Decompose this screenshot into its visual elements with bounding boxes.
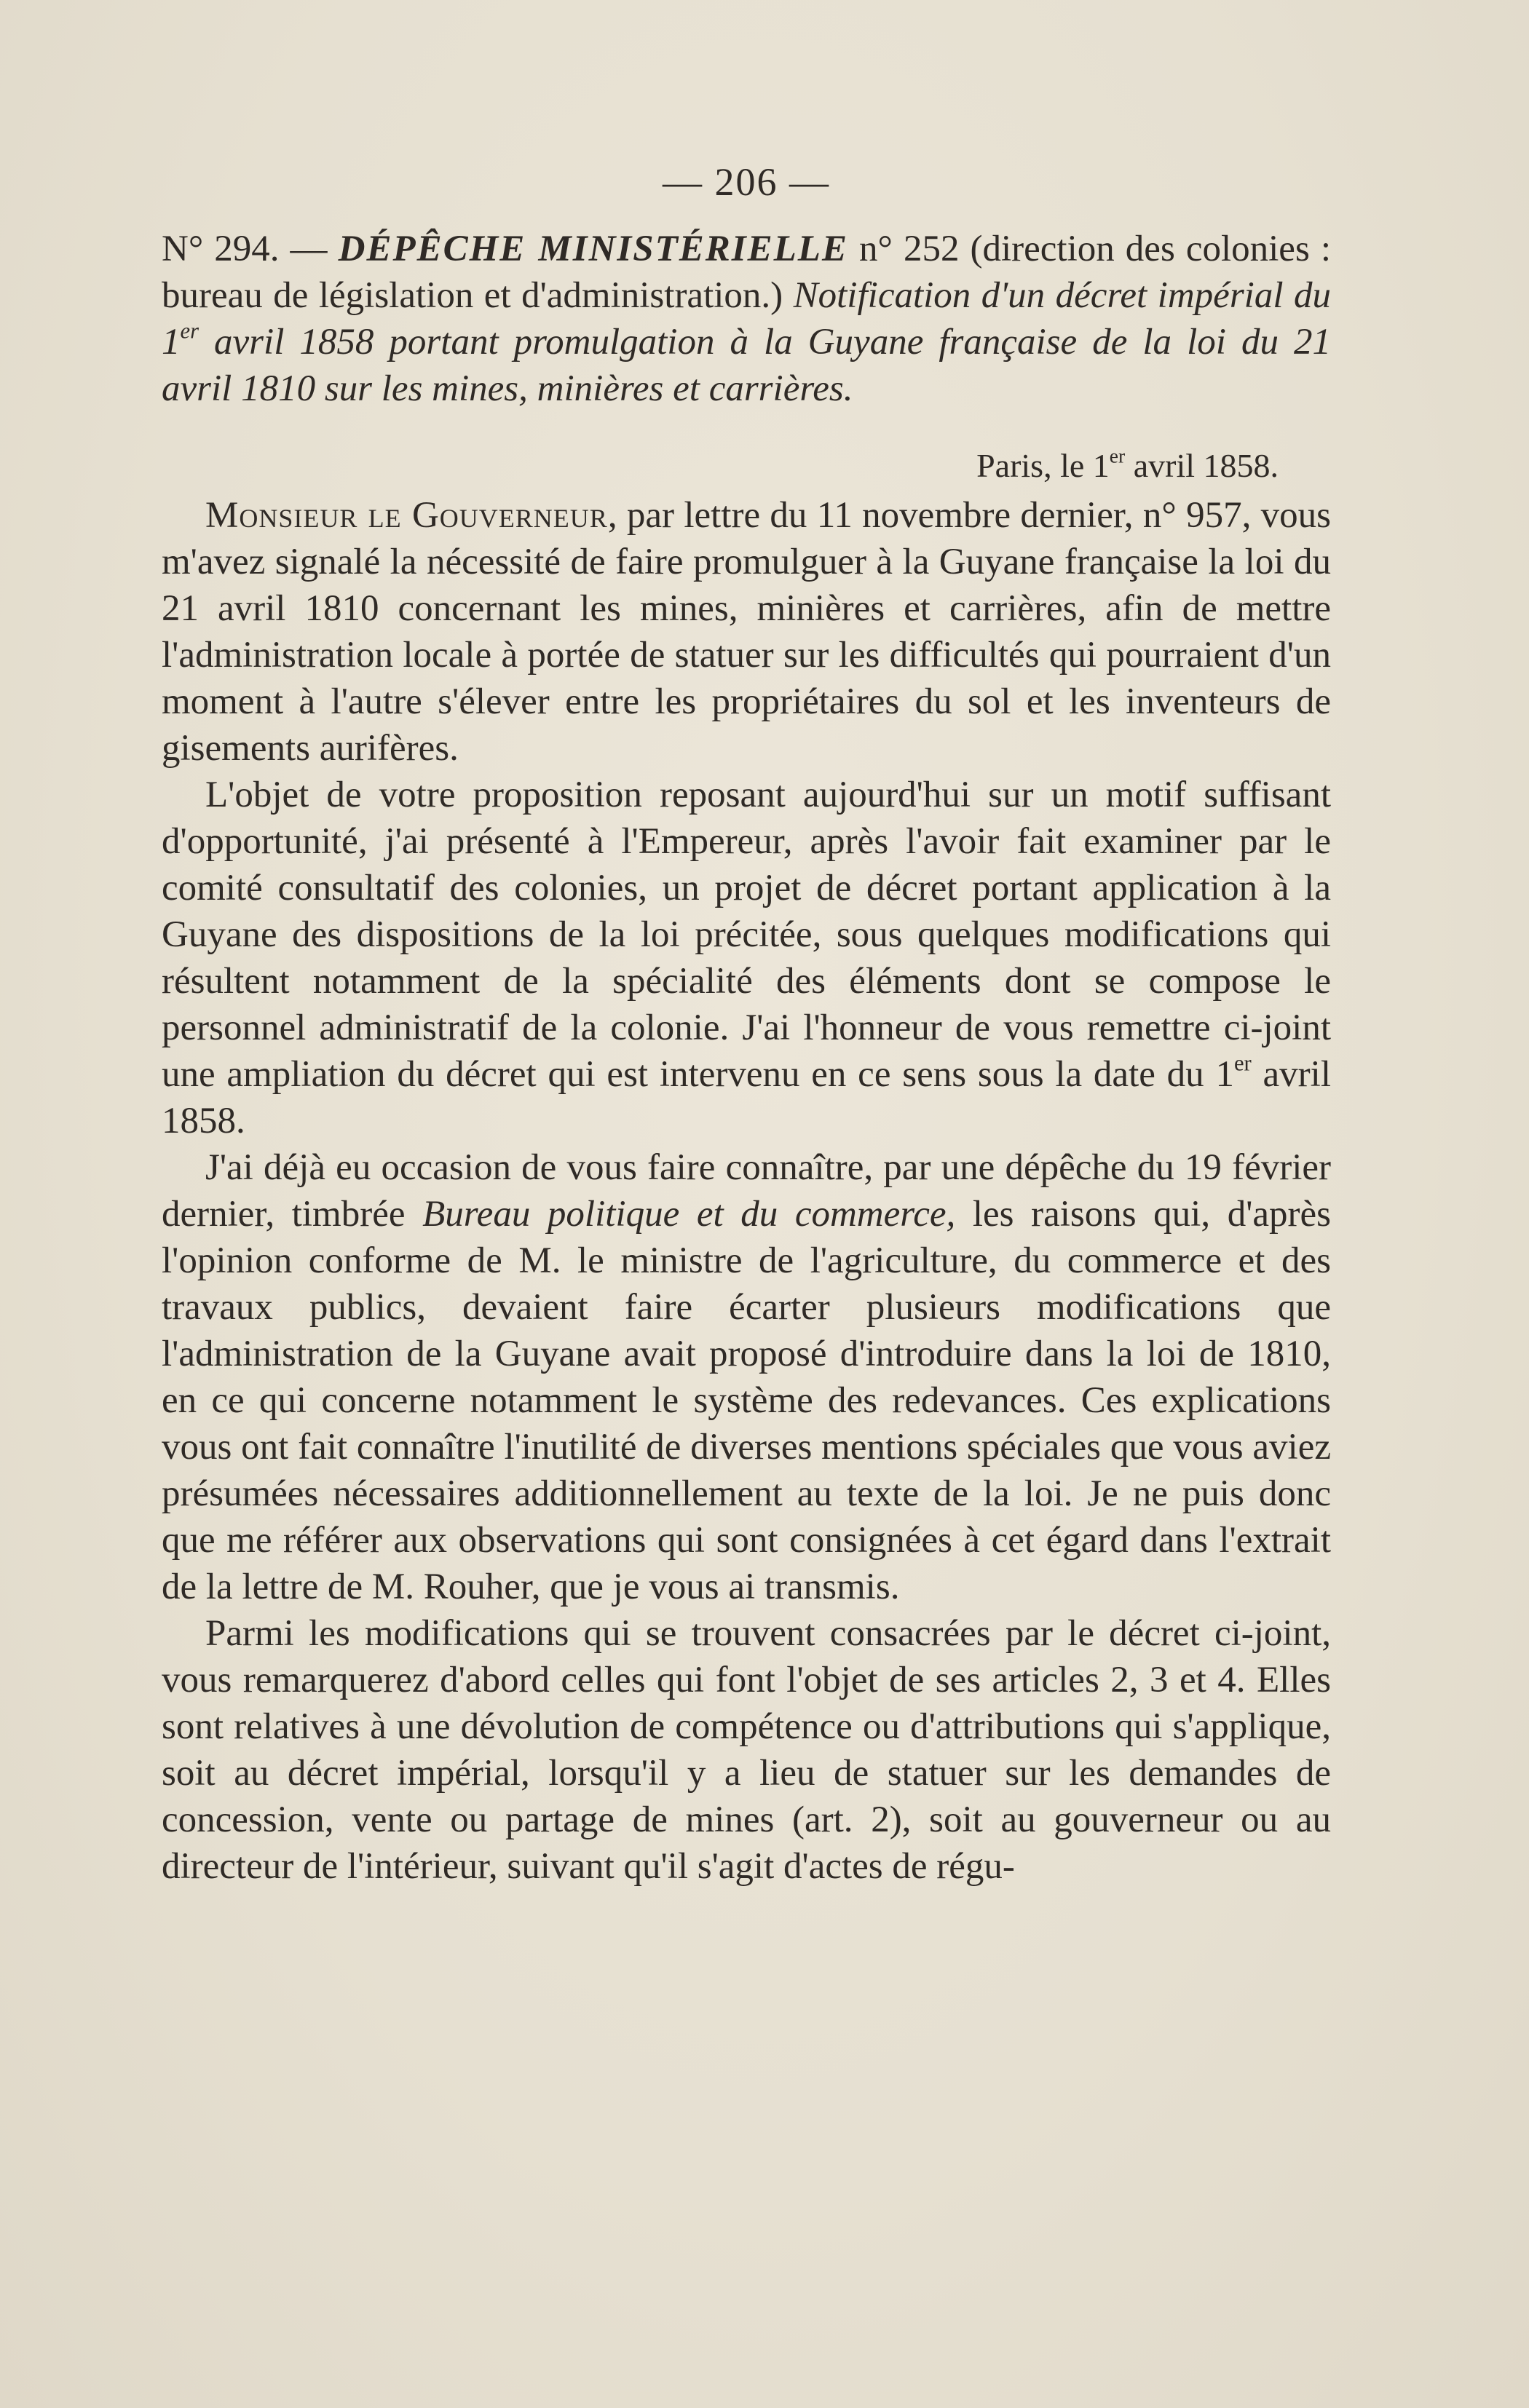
dispatch-kind: DÉPÊCHE MINISTÉRIELLE [338,229,848,269]
paragraph-2 [162,772,1331,1144]
paragraph-3-text-b: les raisons qui, d'après l'opinion conforme de M. le ministre de l'agriculture, du commerce et des travaux publics, devaient faire écarter plusieurs modifications que l'administration de la Guyane avait proposé d'introduire dans la loi de 1810, en ce qui concerne notamment le système des redevances. Ces explications vous ont fait connaître l'inutilité de diverses mentions spéciales que vous aviez présumées nécessaires additionnellement au texte de la loi. Je ne puis donc que me référer aux observations qui sont consignées à cet égard dans l'extrait de la lettre de M. Rouher, que je vous ai transmis. [162,1194,1331,1607]
salutation: Monsieur le Gouverneur [205,495,608,536]
dateline-sup: er [1109,444,1126,467]
paragraph-1 [162,492,1331,772]
notification-title-sup: er [180,318,199,344]
dateline [162,443,1279,489]
notification-title-part-a: Notification d'un décret impérial du 1 [162,275,1331,363]
paragraph-3 [162,1144,1331,1610]
paragraph-3-text-a: J'ai déjà eu occasion de vous faire connaître, par une dépêche du 19 février dernier, timbrée [162,1147,1331,1235]
page-number: — 206 — [663,160,830,204]
paragraph-3-office-name: Bureau politique et du commerce, [422,1194,956,1235]
text-block [162,153,1331,1890]
dateline-prefix: Paris, le 1 [976,447,1110,484]
paragraph-2-sup: er [1233,1050,1252,1076]
entry-number: N° 294. — [162,229,339,269]
notification-title-part-b: avril 1858 portant promulgation à la Guyane française de la loi du 21 avril 1810 sur les mines, minières et carrières. [162,322,1331,409]
dispatch-number: n° 252 [848,229,971,269]
paragraph-4: Parmi les modifications qui se trouvent consacrées par le décret ci-joint, vous remarquerez d'abord celles qui font l'objet de ses articles 2, 3 et 4. Elles sont relatives à une dévolution de compétence ou d'attributions qui s'applique, soit au décret impérial, lorsqu'il y a lieu de statuer sur les demandes de concession, vente ou partage de mines (art. 2), soit au gouverneur ou au directeur de l'intérieur, suivant qu'il s'agit d'actes de régu- [162,1613,1331,1887]
entry-heading [162,226,1331,412]
paragraph-2-text-a: L'objet de votre proposition reposant aujourd'hui sur un motif suffisant d'opportunité, j'ai présenté à l'Empereur, après l'avoir fait examiner par le comité consultatif des colonies, un projet de décret portant application à la Guyane des dispositions de la loi précitée, sous quelques modifications qui résultent notamment de la spécialité des éléments dont se compose le personnel administratif de la colonie. J'ai l'honneur de vous remettre ci-joint une ampliation du décret qui est intervenu en ce sens sous la date du 1 [162,775,1331,1095]
paragraph-1-text: , par lettre du 11 novembre dernier, n° 957, vous m'avez signalé la nécessité de faire promulguer à la Guyane française la loi du 21 avril 1810 concernant les mines, minières et carrières, afin de mettre l'administration locale à portée de statuer sur les difficultés qui pourraient d'un moment à l'autre s'élever entre les propriétaires du sol et les inventeurs de gisements aurifères. [162,495,1331,769]
dispatch-direction: (direction des colonies : bureau de législation et d'administration.) [162,229,1332,316]
dateline-suffix: avril 1858. [1125,447,1279,484]
paragraph-2-text-b: avril 1858. [162,1054,1331,1141]
